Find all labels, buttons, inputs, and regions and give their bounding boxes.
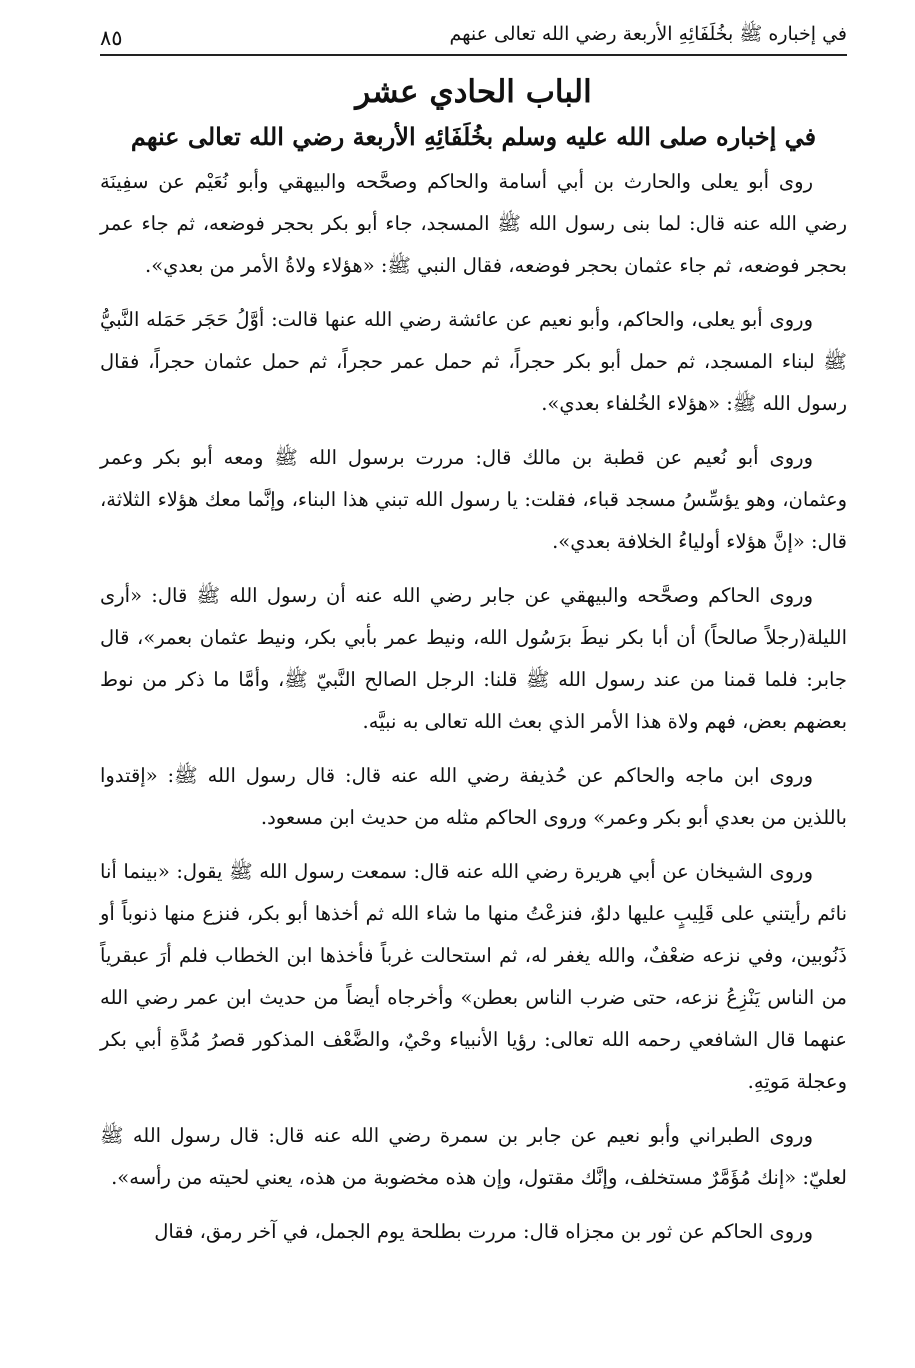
paragraph-8: وروى الحاكم عن ثور بن مجزاه قال: مررت بطلحة يوم الجمل، في آخر رمق، فقال [154, 1220, 813, 1243]
paragraph-5: وروى ابن ماجه والحاكم عن حُذيفة رضي الله عنه قال: قال رسول الله ﷺ: «إقتدوا باللذين من بعدي أبو بكر وعمر» وروى الحاكم مثله من حديث ابن مسعود. [100, 764, 847, 829]
paragraph-3: وروى أبو نُعيم عن قطبة بن مالك قال: مررت برسول الله ﷺ ومعه أبو بكر وعمر وعثمان، وهو يؤسِّسُ مسجد قباء، فقلت: يا رسول الله تبني هذا البناء، وإنَّما معك هؤلاء الثلاثة، قال: «إنَّ هؤلاء أولياءُ الخلافة بعدي». [100, 446, 847, 553]
paragraph-2: وروى أبو يعلى، والحاكم، وأبو نعيم عن عائشة رضي الله عنها قالت: أوَّلُ حَجَر حَمَله النَّبيُّ ﷺ لبناء المسجد، ثم حمل أبو بكر حجراً، ثم حمل عمر حجراً، ثم حمل عثمان حجراً، فقال رسول الله ﷺ: «هؤلاء الخُلفاء بعدي». [100, 308, 847, 415]
paragraph-7: وروى الطبراني وأبو نعيم عن جابر بن سمرة رضي الله عنه قال: قال رسول الله ﷺ لعليّ: «إنك مُؤَمَّرٌ مستخلف، وإنَّك مقتول، وإن هذه مخضوبة من هذه، يعني لحيته من رأسه». [100, 1124, 847, 1189]
chapter-subtitle: في إخباره صلى الله عليه وسلم بخُلَفَائِهِ الأربعة رضي الله تعالى عنهم [130, 122, 817, 151]
running-title: في إخباره ﷺ بخُلَفَائِهِ الأربعة رضي الله تعالى عنهم [449, 23, 847, 45]
running-header [100, 22, 847, 56]
paragraph-6: وروى الشيخان عن أبي هريرة رضي الله عنه قال: سمعت رسول الله ﷺ يقول: «بينما أنا نائم رأيتني على قَلِيبٍ عليها دلوٌ، فنزعْتُ منها ما شاء الله ثم أخذها أبو بكر، فنزع منها ذنوباً أو ذَنُوبين، وفي نزعه ضعْفٌ، والله يغفر له، ثم استحالت غرباً فأخذها ابن الخطاب فلم أرَ عبقرياً من الناس يَنْزِعُ نزعه، حتى ضرب الناس بعطن» وأخرجاه أيضاً من حديث ابن عمر رضي الله عنهما قال الشافعي رحمه الله تعالى: رؤيا الأنبياء وحْيٌ، والضَّعْف المذكور قصرُ مُدَّةِ أبي بكر وعجلة مَوتِهِ. [100, 860, 847, 1093]
page-number: ٨٥ [100, 26, 123, 50]
paragraph-1: روى أبو يعلى والحارث بن أبي أسامة والحاكم وصحَّحه والبيهقي وأبو نُعَيْم عن سفِينَة رضي الله عنه قال: لما بنى رسول الله ﷺ المسجد، جاء أبو بكر بحجر فوضعه، ثم جاء عمر بحجر فوضعه، ثم جاء عثمان بحجر فوضعه، فقال النبي ﷺ: «هؤلاء ولاةُ الأمر من بعدي». [100, 170, 847, 277]
chapter-title: الباب الحادي عشر [355, 74, 592, 110]
paragraph-4: وروى الحاكم وصحَّحه والبيهقي عن جابر رضي الله عنه أن رسول الله ﷺ قال: «أرى الليلة(رجلاً صالحاً) أن أبا بكر نيطَ برَسُول الله، ونيط عمر بأبي بكر، ونيط عثمان بعمر»، قال جابر: فلما قمنا من عند رسول الله ﷺ قلنا: الرجل الصالح النَّبيّ ﷺ، وأمَّا ما ذكر من نوط بعضهم بعض، فهم ولاة هذا الأمر الذي بعث الله تعالى به نبيَّه. [100, 584, 847, 733]
